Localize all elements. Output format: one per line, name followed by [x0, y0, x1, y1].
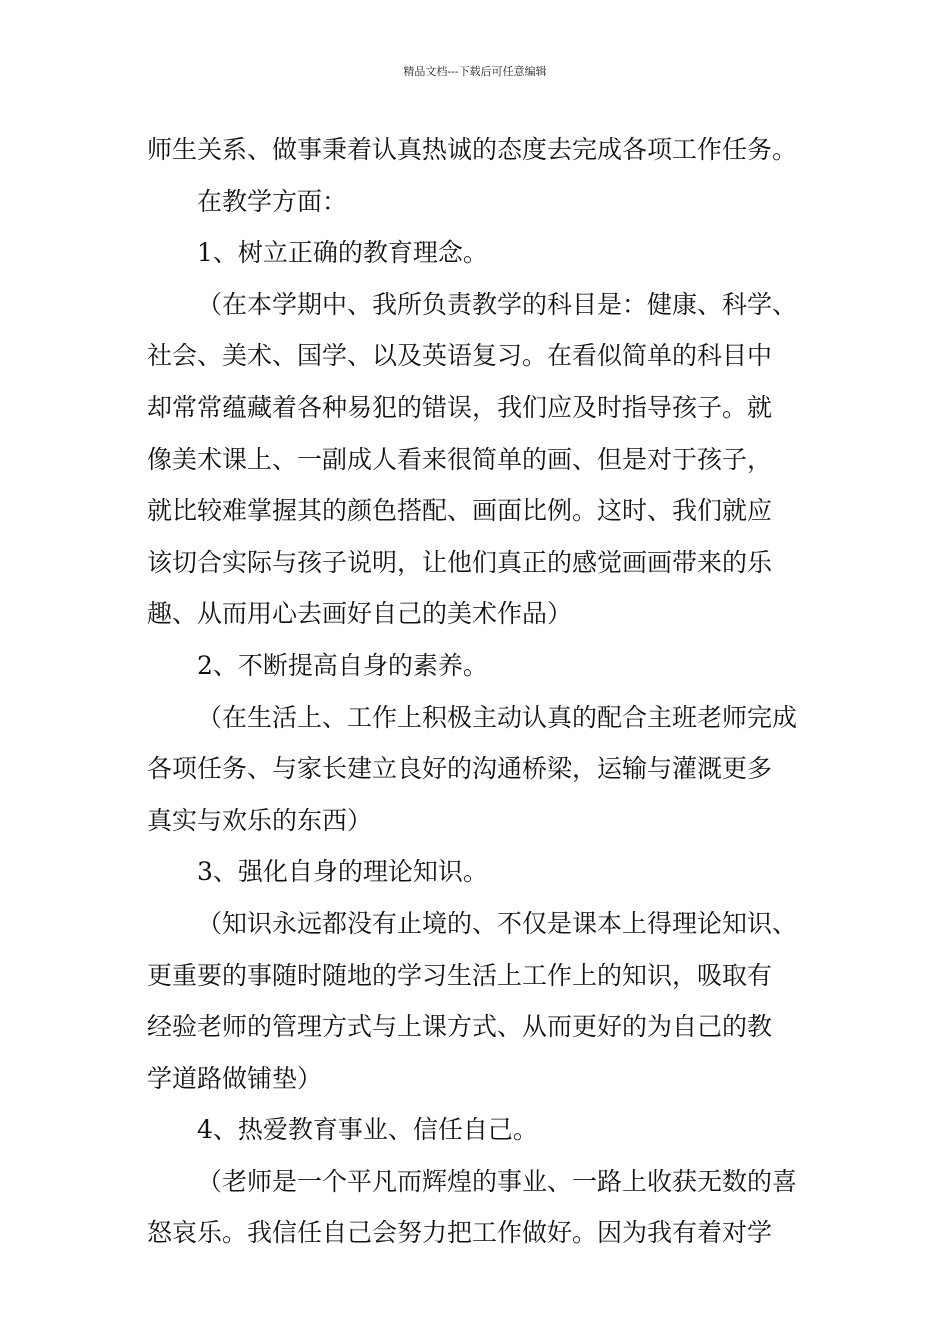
text-line: 各项任务、与家长建立良好的沟通桥梁，运输与灌溉更多	[147, 754, 773, 784]
text-line: （老师是一个平凡而辉煌的事业、一路上收获无数的喜	[197, 1166, 798, 1196]
text-line: 怒哀乐。我信任自己会努力把工作做好。因为我有着对学	[147, 1218, 773, 1248]
text-line: 1、树立正确的教育理念。	[197, 238, 488, 268]
text-line: 在教学方面：	[197, 186, 348, 216]
text-line: 学道路做铺垫）	[147, 1063, 323, 1093]
text-line: 4、热爱教育事业、信任自己。	[197, 1115, 538, 1145]
text-line: 社会、美术、国学、以及英语复习。在看似简单的科目中	[147, 341, 773, 371]
page-header: 精品文档---下载后可任意编辑	[403, 65, 547, 78]
text-line: 2、不断提高自身的素养。	[197, 650, 488, 680]
text-line: 更重要的事随时随地的学习生活上工作上的知识，吸取有	[147, 960, 773, 990]
text-line: （在生活上、工作上积极主动认真的配合主班老师完成	[197, 702, 798, 732]
document-body	[147, 124, 807, 1259]
text-line: 趣、从而用心去画好自己的美术作品）	[147, 599, 573, 629]
text-line: 就比较难掌握其的颜色搭配、画面比例。这时、我们就应	[147, 496, 773, 526]
text-line: （在本学期中、我所负责教学的科目是：健康、科学、	[197, 289, 798, 319]
text-line: 师生关系、做事秉着认真热诚的态度去完成各项工作任务。	[147, 135, 798, 164]
text-line: 真实与欢乐的东西）	[147, 805, 373, 835]
text-line: 3、强化自身的理论知识。	[197, 857, 488, 887]
text-line: 经验老师的管理方式与上课方式、从而更好的为自己的教	[147, 1012, 773, 1042]
text-line: 该切合实际与孩子说明，让他们真正的感觉画画带来的乐	[147, 547, 773, 577]
text-line: 像美术课上、一副成人看来很简单的画、但是对于孩子，	[147, 444, 773, 474]
text-line: （知识永远都没有止境的、不仅是课本上得理论知识、	[197, 908, 798, 938]
text-line: 却常常蕴藏着各种易犯的错误，我们应及时指导孩子。就	[147, 392, 773, 422]
